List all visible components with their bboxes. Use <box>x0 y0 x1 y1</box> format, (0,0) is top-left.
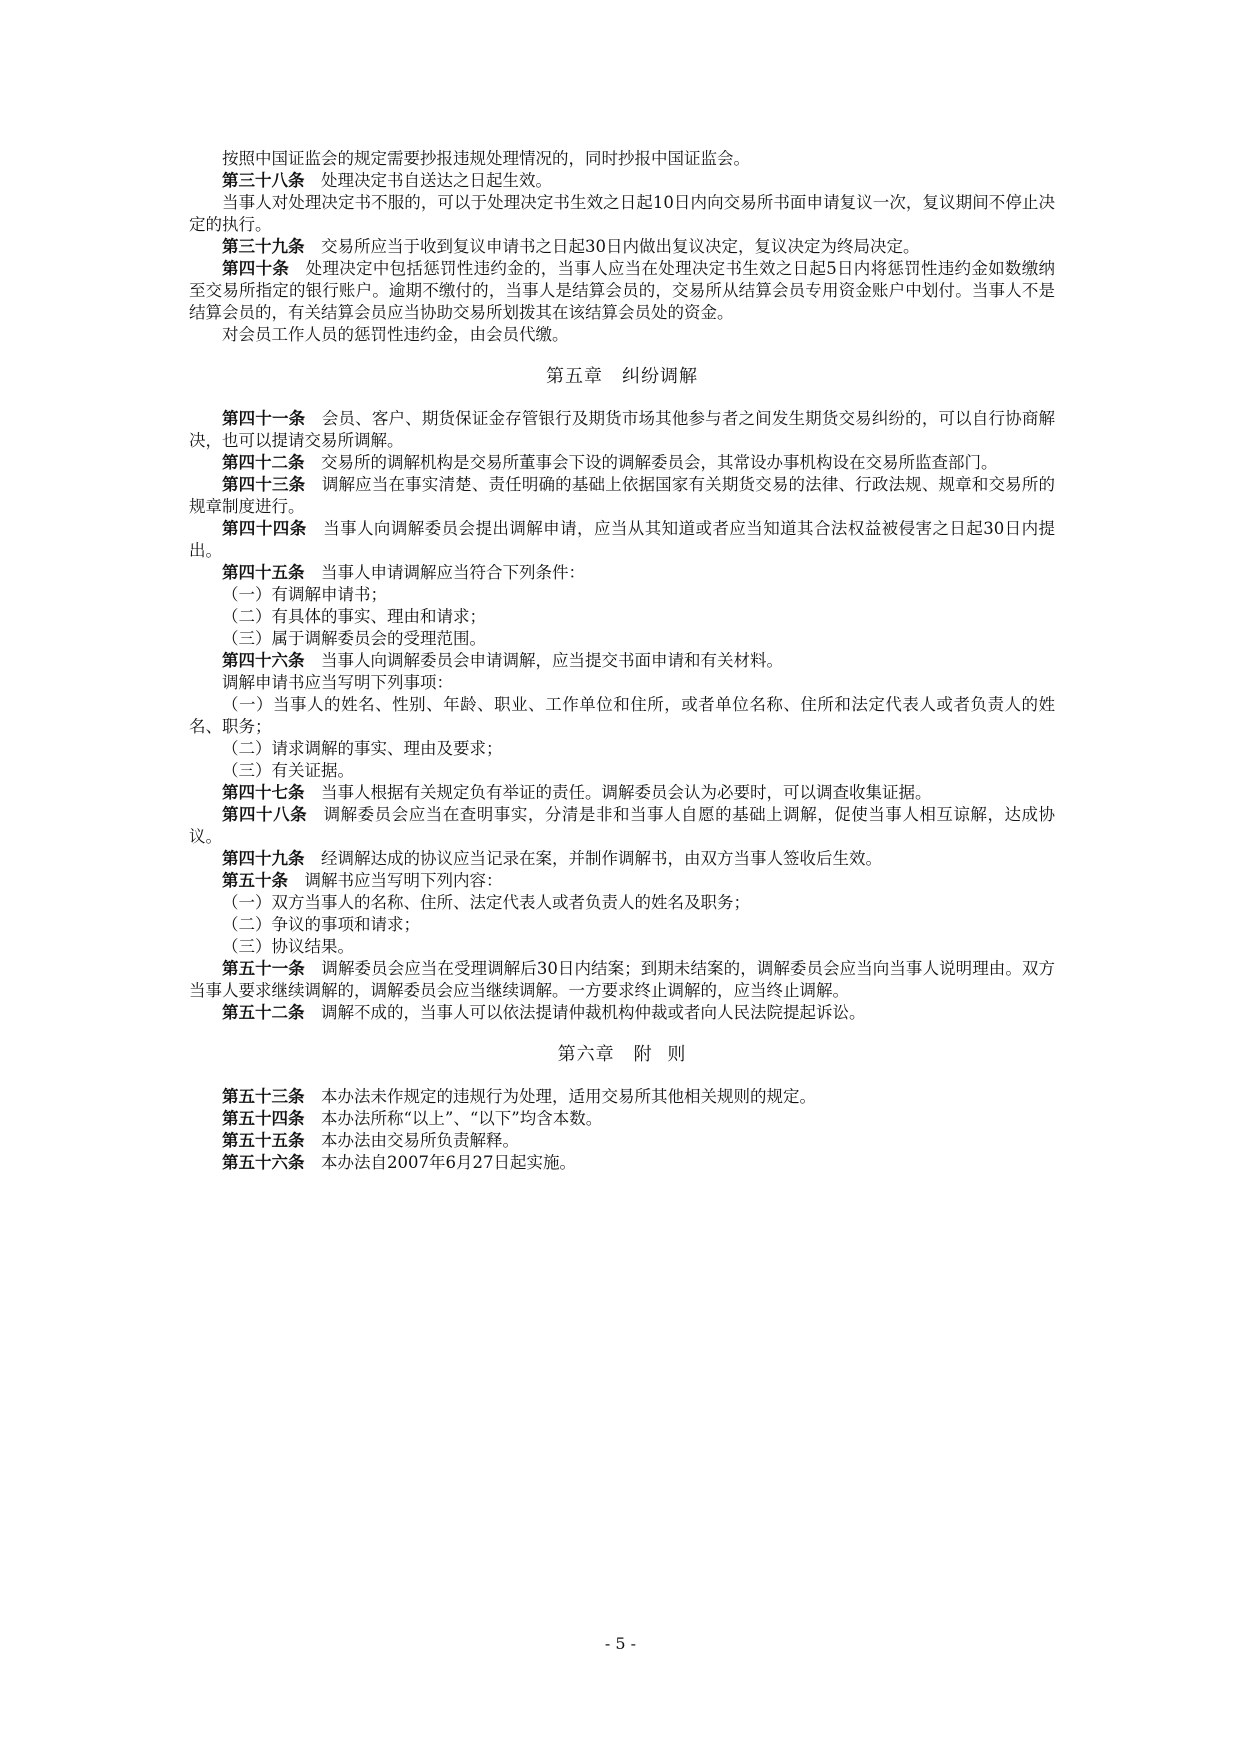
text-paragraph <box>189 914 1055 936</box>
paragraph-text: （一）有调解申请书； <box>222 585 387 604</box>
text-paragraph <box>189 324 1055 346</box>
article-paragraph <box>189 650 1055 672</box>
paragraph-text: 处理决定书自送达之日起生效。 <box>321 171 552 190</box>
article-number: 第四十七条 <box>222 783 305 802</box>
article-number: 第五十二条 <box>222 1003 305 1022</box>
article-number: 第四十条 <box>222 259 290 278</box>
article-paragraph <box>189 258 1055 324</box>
paragraph-text: 对会员工作人员的惩罚性违约金，由会员代缴。 <box>222 325 569 344</box>
article-paragraph <box>189 408 1055 452</box>
paragraph-text: 会员、客户、期货保证金存管银行及期货市场其他参与者之间发生期货交易纠纷的，可以自行协商解决，也可以提请交易所调解。 <box>189 409 1056 450</box>
page-number: - 5 - <box>604 1634 637 1653</box>
article-number: 第五十条 <box>222 871 288 890</box>
article-paragraph <box>189 848 1055 870</box>
paragraph-text: 经调解达成的协议应当记录在案，并制作调解书，由双方当事人签收后生效。 <box>321 849 882 868</box>
text-paragraph <box>189 628 1055 650</box>
paragraph-text: （二）有具体的事实、理由和请求； <box>222 607 486 626</box>
article-paragraph <box>189 1108 1055 1130</box>
text-paragraph <box>189 760 1055 782</box>
paragraph-text: 本办法自2007年6月27日起实施。 <box>321 1153 576 1172</box>
article-paragraph <box>189 452 1055 474</box>
paragraph-text: 交易所的调解机构是交易所董事会下设的调解委员会，其常设办事机构设在交易所监查部门。 <box>321 453 998 472</box>
article-number: 第三十八条 <box>222 171 305 190</box>
article-paragraph <box>189 1152 1055 1174</box>
text-paragraph <box>189 584 1055 606</box>
article-paragraph <box>189 804 1055 848</box>
document-body <box>189 148 1055 1174</box>
paragraph-text: 本办法未作规定的违规行为处理，适用交易所其他相关规则的规定。 <box>321 1087 816 1106</box>
paragraph-text: 调解不成的，当事人可以依法提请仲裁机构仲裁或者向人民法院提起诉讼。 <box>321 1003 866 1022</box>
article-number: 第四十六条 <box>222 651 305 670</box>
paragraph-text: （一）当事人的姓名、性别、年龄、职业、工作单位和住所，或者单位名称、住所和法定代表人或者负责人的姓名、职务； <box>189 695 1055 736</box>
text-paragraph <box>189 892 1055 914</box>
article-paragraph <box>189 562 1055 584</box>
article-paragraph <box>189 236 1055 258</box>
article-paragraph <box>189 170 1055 192</box>
paragraph-text: （一）双方当事人的名称、住所、法定代表人或者负责人的姓名及职务； <box>222 893 750 912</box>
paragraph-text: 当事人对处理决定书不服的，可以于处理决定书生效之日起10日内向交易所书面申请复议一次，复议期间不停止决定的执行。 <box>189 193 1055 234</box>
text-paragraph <box>189 148 1055 170</box>
paragraph-text: 调解委员会应当在查明事实，分清是非和当事人自愿的基础上调解，促使当事人相互谅解，达成协议。 <box>189 805 1056 846</box>
paragraph-text: 当事人向调解委员会提出调解申请，应当从其知道或者应当知道其合法权益被侵害之日起30日内提出。 <box>189 519 1056 560</box>
article-paragraph <box>189 1086 1055 1108</box>
text-paragraph <box>189 694 1055 738</box>
paragraph-text: （二）争议的事项和请求； <box>222 915 420 934</box>
chapter-heading: 第六章 附 则 <box>557 1044 687 1065</box>
article-number: 第五十六条 <box>222 1153 305 1172</box>
article-number: 第四十二条 <box>222 453 305 472</box>
paragraph-text: （三）属于调解委员会的受理范围。 <box>222 629 486 648</box>
article-number: 第五十三条 <box>222 1087 305 1106</box>
article-number: 第四十四条 <box>222 519 307 538</box>
paragraph-text: （三）有关证据。 <box>222 761 354 780</box>
paragraph-text: 按照中国证监会的规定需要抄报违规处理情况的，同时抄报中国证监会。 <box>222 149 750 168</box>
article-paragraph <box>189 782 1055 804</box>
paragraph-text: 调解申请书应当写明下列事项： <box>222 673 453 692</box>
paragraph-text: （三）协议结果。 <box>222 937 354 956</box>
article-number: 第四十五条 <box>222 563 305 582</box>
article-paragraph <box>189 958 1055 1002</box>
chapter-heading: 第五章 纠纷调解 <box>546 366 698 387</box>
paragraph-text: 本办法所称“以上”、“以下”均含本数。 <box>321 1109 603 1128</box>
text-paragraph <box>189 936 1055 958</box>
text-paragraph <box>189 192 1055 236</box>
article-paragraph <box>189 870 1055 892</box>
text-paragraph <box>189 738 1055 760</box>
article-number: 第四十八条 <box>222 805 308 824</box>
article-number: 第三十九条 <box>222 237 305 256</box>
paragraph-text: 当事人申请调解应当符合下列条件： <box>321 563 585 582</box>
paragraph-text: （二）请求调解的事实、理由及要求； <box>222 739 503 758</box>
text-paragraph <box>189 606 1055 628</box>
paragraph-text: 当事人根据有关规定负有举证的责任。调解委员会认为必要时，可以调查收集证据。 <box>321 783 932 802</box>
article-number: 第四十三条 <box>222 475 306 494</box>
paragraph-text: 调解委员会应当在受理调解后30日内结案；到期未结案的，调解委员会应当向当事人说明理由。双方当事人要求继续调解的，调解委员会应当继续调解。一方要求终止调解的，应当终止调解。 <box>189 959 1056 1000</box>
article-paragraph <box>189 474 1055 518</box>
article-paragraph <box>189 518 1055 562</box>
article-number: 第五十一条 <box>222 959 305 978</box>
article-number: 第五十五条 <box>222 1131 305 1150</box>
paragraph-text: 调解书应当写明下列内容： <box>304 871 503 890</box>
article-number: 第四十一条 <box>222 409 306 428</box>
paragraph-text: 当事人向调解委员会申请调解，应当提交书面申请和有关材料。 <box>321 651 783 670</box>
paragraph-text: 处理决定中包括惩罚性违约金的，当事人应当在处理决定书生效之日起5日内将惩罚性违约金如数缴纳至交易所指定的银行账户。逾期不缴付的，当事人是结算会员的，交易所从结算会员专用资金账户中划付。当事人不是结算会员的，有关结算会员应当协助交易所划拨其在该结算会员处的资金。 <box>189 259 1056 322</box>
paragraph-text: 交易所应当于收到复议申请书之日起30日内做出复议决定，复议决定为终局决定。 <box>321 237 920 256</box>
paragraph-text: 本办法由交易所负责解释。 <box>321 1131 519 1150</box>
article-number: 第五十四条 <box>222 1109 305 1128</box>
text-paragraph <box>189 672 1055 694</box>
article-paragraph <box>189 1002 1055 1024</box>
article-number: 第四十九条 <box>222 849 305 868</box>
article-paragraph <box>189 1130 1055 1152</box>
paragraph-text: 调解应当在事实清楚、责任明确的基础上依据国家有关期货交易的法律、行政法规、规章和交易所的规章制度进行。 <box>189 475 1056 516</box>
